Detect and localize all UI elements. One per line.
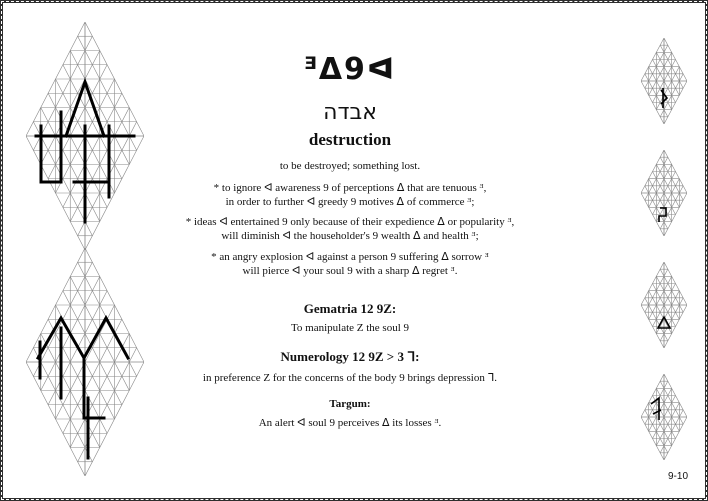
definition-3: [160, 250, 540, 278]
definition-1: [160, 181, 540, 209]
numerology-text: in preference Z for the concerns of the body 9 brings depression ᒣ.: [202, 372, 498, 384]
gematria-text: To manipulate Z the soul 9: [290, 322, 410, 334]
paleo-hebrew-word: ᴲᐃ9ᐊ: [303, 52, 397, 87]
targum-heading: Targum:: [329, 398, 371, 410]
large-diamond-top: [26, 22, 144, 250]
definition-2-line-1: * ideas ᐊ entertained 9 only because of their expedience ᐃ or popularity ᴲ,: [185, 216, 515, 228]
small-diamond-4: [641, 374, 687, 460]
hebrew-word: אבדה: [323, 100, 377, 125]
numerology-heading: Numerology 12 9Z > 3 ᒣ:: [280, 349, 420, 364]
summary-text: to be destroyed; something lost.: [279, 160, 421, 172]
definition-1-line-1: * to ignore ᐊ awareness 9 of perceptions ᐃ that are tenuous ᴲ,: [213, 182, 487, 194]
english-word: destruction: [308, 130, 392, 149]
definition-2: [160, 215, 540, 243]
large-diamond-bottom: [26, 248, 144, 476]
small-diamond-3: [641, 262, 687, 348]
small-diamond-1: [641, 38, 687, 124]
definition-2-line-2: will diminish ᐊ the householder's 9 wealth ᐃ and health ᴲ;: [221, 230, 479, 242]
page-number: 9-10: [667, 471, 688, 482]
definition-3-line-2: will pierce ᐊ your soul 9 with a sharp ᐃ regret ᴲ.: [242, 265, 458, 277]
small-diamond-2: [641, 150, 687, 236]
gematria-heading: Gematria 12 9Z:: [303, 301, 397, 316]
targum-text: An alert ᐊ soul 9 perceives ᐃ its losses ᴲ.: [258, 417, 442, 429]
definition-3-line-1: * an angry explosion ᐊ against a person 9 suffering ᐃ sorrow ᴲ: [211, 251, 489, 263]
definition-1-line-2: in order to further ᐊ greedy 9 motives ᐃ of commerce ᴲ;: [225, 196, 475, 208]
